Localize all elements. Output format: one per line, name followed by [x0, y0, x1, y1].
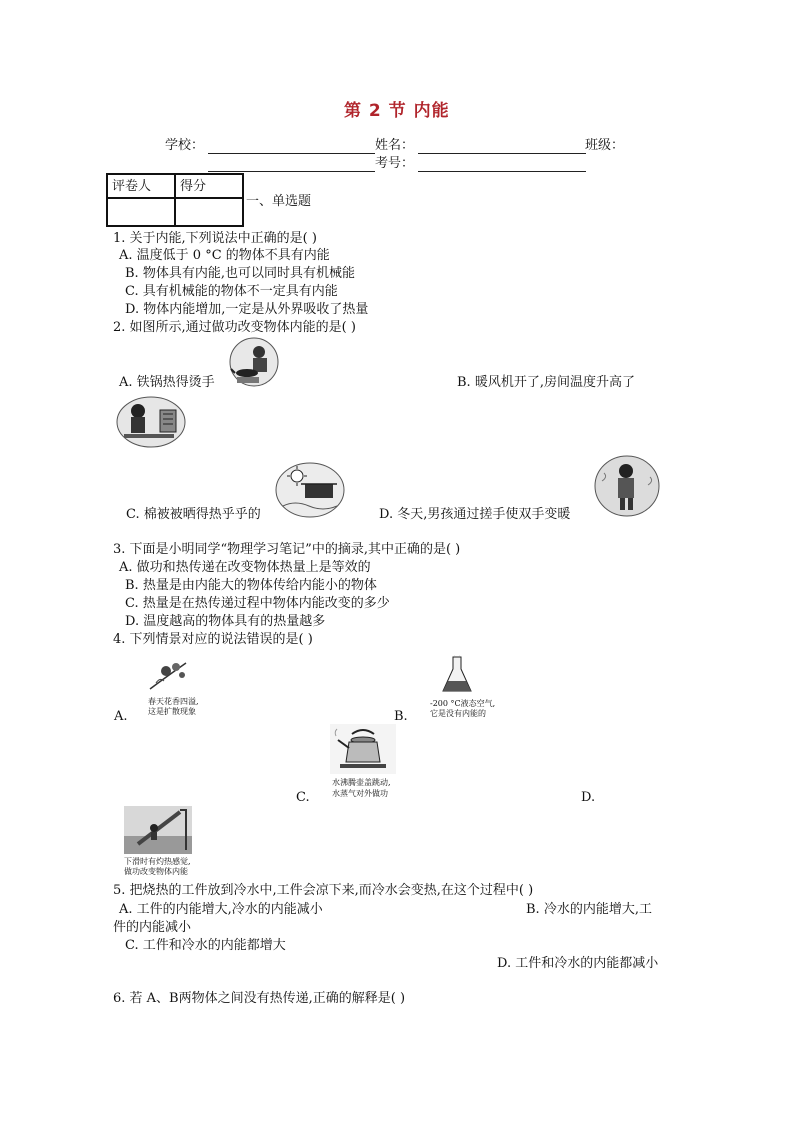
q1-option-d[interactable]: D. 物体内能增加,一定是从外界吸收了热量: [125, 302, 369, 317]
class-field: [585, 137, 624, 154]
q2-option-a[interactable]: A. 铁锅热得烫手: [119, 375, 215, 390]
q3-option-d[interactable]: D. 温度越高的物体具有的热量越多: [125, 614, 326, 629]
q2-stem: 2. 如图所示,通过做功改变物体内能的是( ): [113, 320, 356, 335]
q4-d-caption-1: 下滑时有灼热感觉,: [124, 857, 191, 866]
exam-no-label: 考号：: [375, 156, 415, 171]
page-title: 第 2 节 内能: [344, 101, 450, 121]
name-label: 姓名：: [375, 138, 415, 153]
q2-option-d[interactable]: D. 冬天,男孩通过搓手使双手变暖: [379, 507, 571, 522]
name-blank[interactable]: [418, 139, 586, 154]
exam-no-field: [375, 155, 586, 172]
q4-stem: 4. 下列情景对应的说法错误的是( ): [113, 632, 313, 647]
q4-option-c[interactable]: C.: [296, 790, 310, 805]
q3-stem: 3. 下面是小明同学“物理学习笔记”中的摘录,其中正确的是( ): [113, 542, 461, 557]
q5-option-b[interactable]: B. 冷水的内能增大,工: [526, 902, 652, 917]
q6-stem: 6. 若 A、B两物体之间没有热传递,正确的解释是( ): [113, 991, 406, 1006]
q4-option-d[interactable]: D.: [581, 790, 596, 805]
score-header: 得分: [175, 174, 243, 198]
pan-cooking-image: [229, 337, 279, 387]
q4-a-caption-2: 这是扩散现象: [148, 707, 196, 716]
kettle-image: [330, 724, 396, 774]
boy-rubbing-hands-image: [594, 455, 660, 517]
q5-option-b-cont[interactable]: 件的内能减小: [113, 920, 192, 935]
section-heading: 一、单选题: [246, 194, 312, 209]
q4-d-caption-2: 做功改变物体内能: [124, 867, 188, 876]
q1-option-b[interactable]: B. 物体具有内能,也可以同时具有机械能: [125, 266, 355, 281]
reviewer-header: 评卷人: [107, 174, 175, 198]
exam-no-blank[interactable]: [418, 157, 586, 172]
q5-stem: 5. 把烧热的工件放到冷水中,工件会凉下来,而冷水会变热,在这个过程中( ): [113, 883, 534, 898]
q4-a-caption-1: 春天花香四溢,: [148, 697, 199, 706]
class-blank-row: [208, 155, 375, 172]
q2-option-c[interactable]: C. 棉被被晒得热乎乎的: [126, 507, 261, 522]
score-cell[interactable]: [175, 198, 243, 226]
slide-image: [124, 806, 192, 854]
q4-option-b[interactable]: B.: [394, 709, 408, 724]
q1-stem: 1. 关于内能,下列说法中正确的是( ): [113, 231, 317, 246]
sun-quilt-image: [275, 462, 345, 518]
q4-c-caption-2: 水蒸气对外做功: [332, 789, 388, 798]
q5-option-c[interactable]: C. 工件和冷水的内能都增大: [125, 938, 286, 953]
flask-image: [440, 655, 474, 695]
class-blank[interactable]: [208, 157, 375, 172]
score-table: [106, 173, 244, 227]
school-blank[interactable]: [208, 139, 375, 154]
school-label: 学校：: [165, 138, 205, 153]
class-label: 班级：: [585, 138, 625, 153]
name-field: [375, 137, 586, 154]
school-field: [165, 137, 375, 154]
heater-room-image: [116, 396, 186, 448]
flower-image: [146, 655, 194, 693]
q1-option-a[interactable]: A. 温度低于 0 °C 的物体不具有内能: [119, 248, 330, 263]
q3-option-b[interactable]: B. 热量是由内能大的物体传给内能小的物体: [125, 578, 377, 593]
q4-option-a[interactable]: A.: [114, 709, 128, 724]
q4-c-caption-1: 水沸腾壶盖跳动,: [332, 778, 391, 787]
q4-b-caption-2: 它是没有内能的: [430, 709, 486, 718]
q2-option-b[interactable]: B. 暖风机开了,房间温度升高了: [457, 375, 635, 390]
q1-option-c[interactable]: C. 具有机械能的物体不一定具有内能: [125, 284, 338, 299]
q4-b-caption-1: -200 °C液态空气,: [430, 699, 496, 708]
q5-option-a[interactable]: A. 工件的内能增大,冷水的内能减小: [119, 902, 323, 917]
q5-option-d[interactable]: D. 工件和冷水的内能都减小: [497, 956, 659, 971]
q3-option-c[interactable]: C. 热量是在热传递过程中物体内能改变的多少: [125, 596, 390, 611]
reviewer-cell[interactable]: [107, 198, 175, 226]
q3-option-a[interactable]: A. 做功和热传递在改变物体热量上是等效的: [119, 560, 371, 575]
